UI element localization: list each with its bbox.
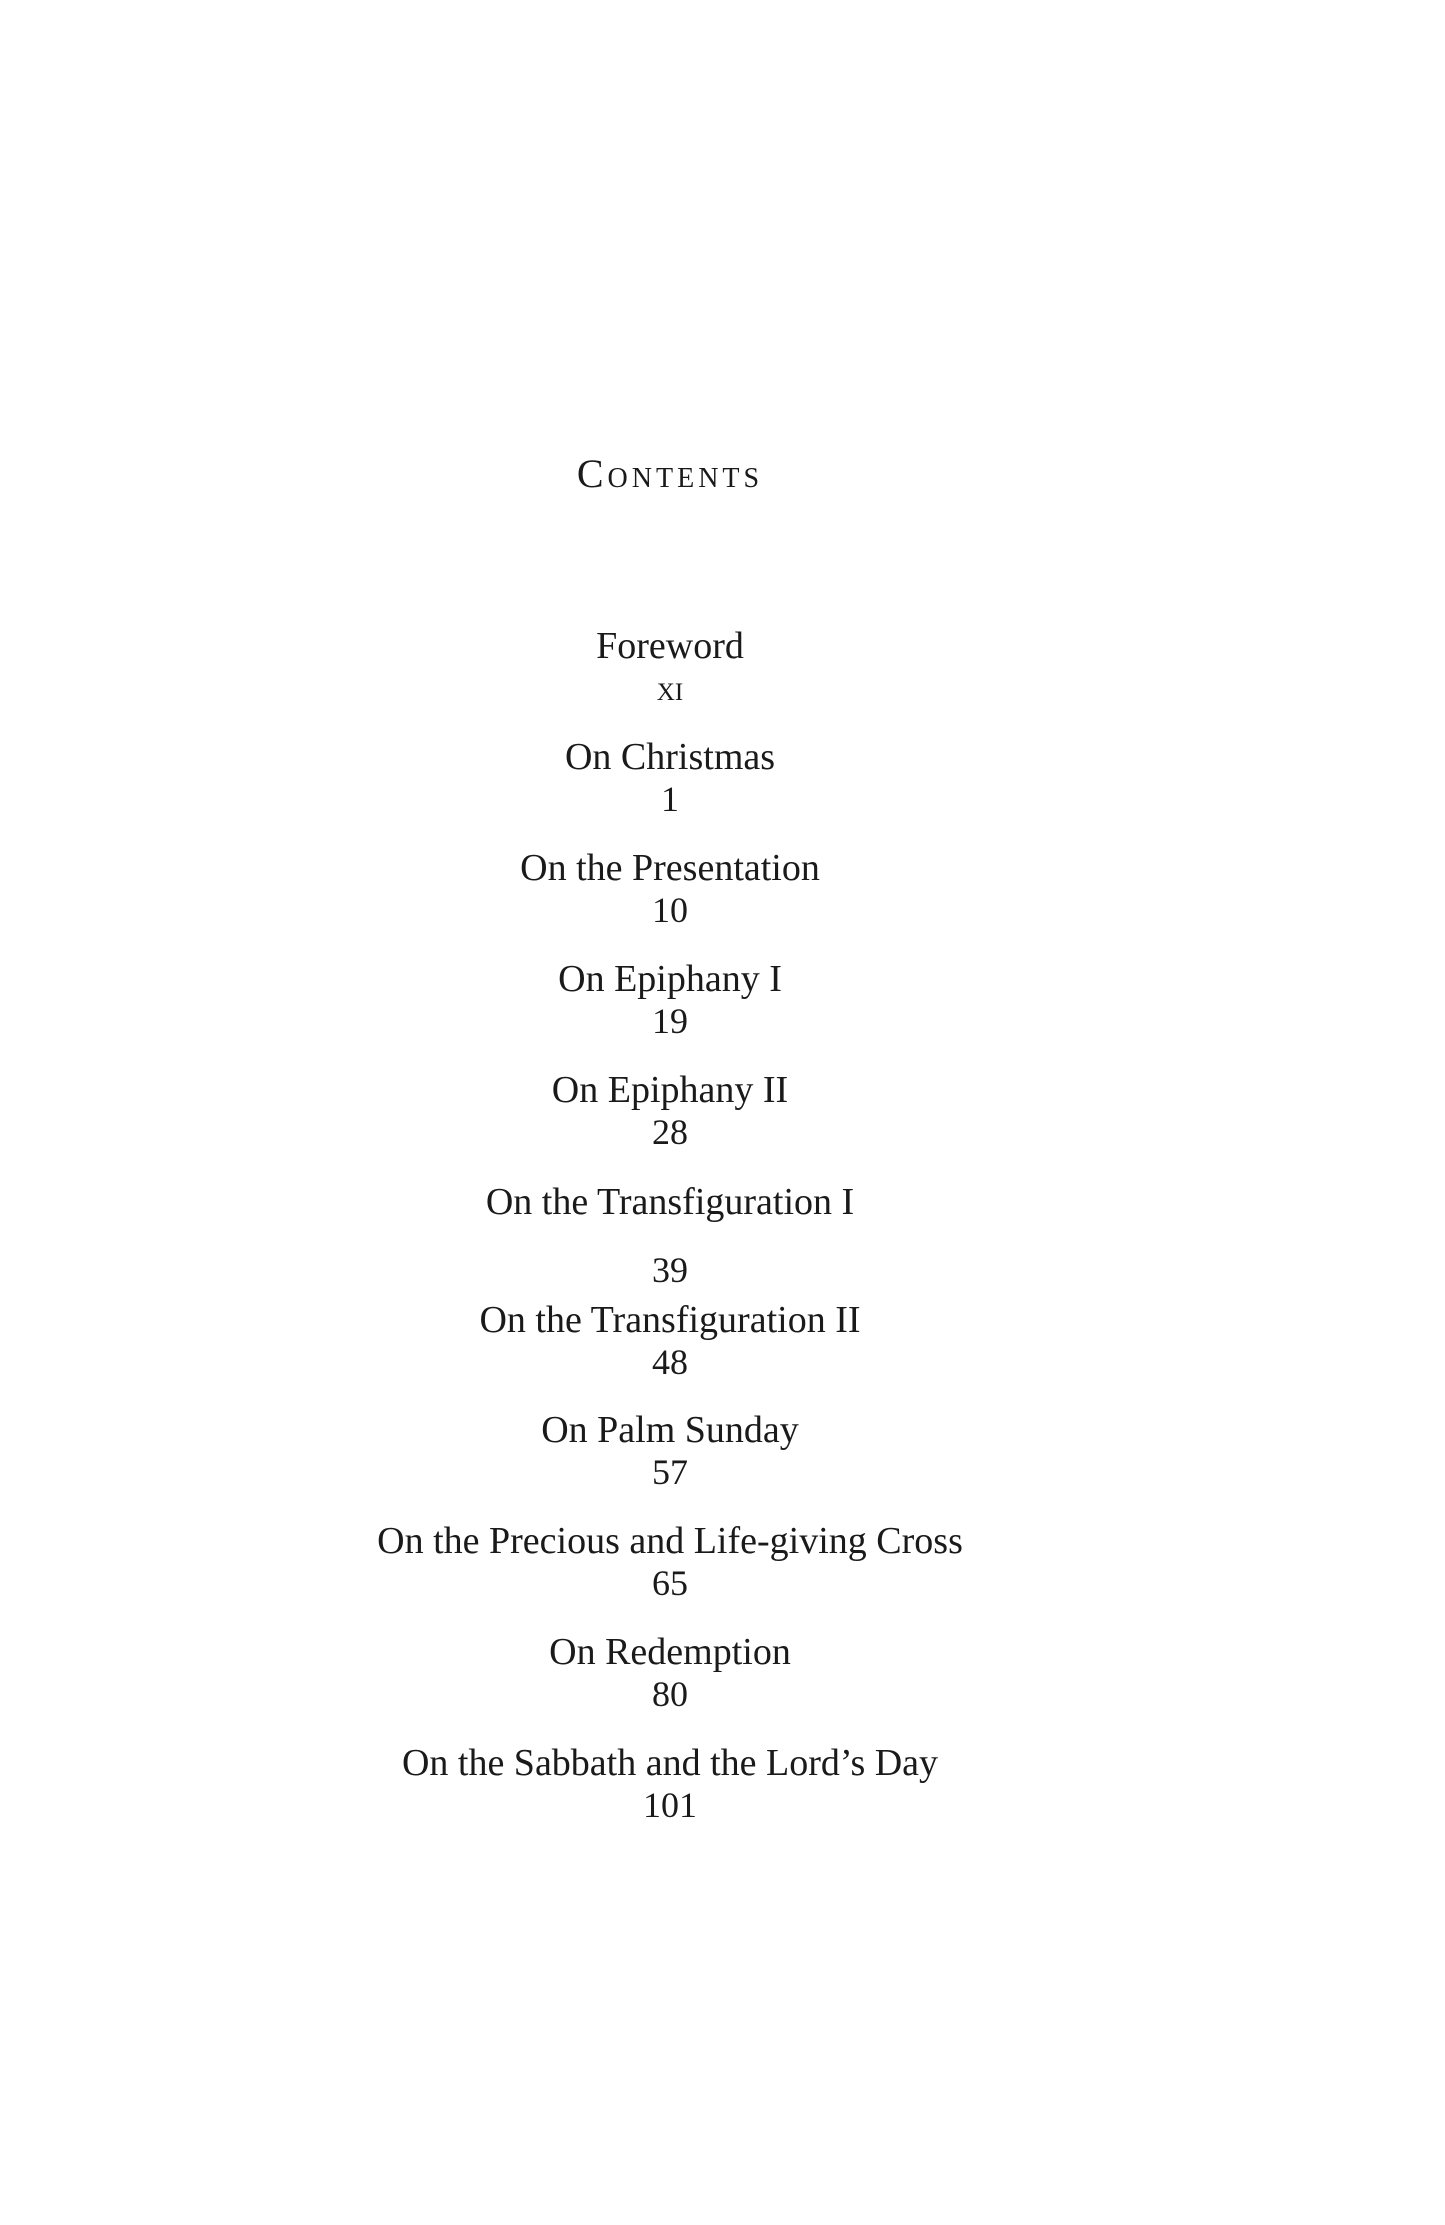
toc-entry <box>0 1180 1340 1290</box>
toc-entry-page: 57 <box>652 1452 688 1492</box>
toc-entry-page: 65 <box>652 1563 688 1603</box>
toc-entry-title: On the Sabbath and the Lord’s Day <box>401 1742 939 1784</box>
toc-entry <box>0 957 1340 1041</box>
toc-entry-page: 80 <box>652 1674 688 1714</box>
toc-entry-title: Foreword <box>596 625 744 667</box>
toc-entry-title: On the Transfiguration II <box>479 1299 861 1341</box>
toc-entry-page: 101 <box>643 1785 697 1825</box>
toc-entry-title: On the Presentation <box>520 847 820 889</box>
toc-entry-title: On Epiphany II <box>551 1069 789 1111</box>
toc-entry-page: 19 <box>652 1001 688 1041</box>
toc-entry-page: 28 <box>652 1112 688 1152</box>
toc-entry <box>0 1519 1340 1603</box>
toc-entry-title: On the Precious and Life-giving Cross <box>377 1520 963 1562</box>
contents-heading: Contents <box>576 451 764 496</box>
toc-entry <box>0 735 1340 819</box>
toc-entry <box>0 624 1340 708</box>
toc-entry-title: On the Transfiguration I <box>485 1181 855 1223</box>
toc-entry <box>0 1630 1340 1714</box>
toc-entry-page: 48 <box>652 1342 688 1382</box>
toc-entry <box>0 846 1340 930</box>
toc-entry <box>0 1741 1340 1825</box>
toc-entry <box>0 1068 1340 1152</box>
toc-entry-page: 10 <box>652 890 688 930</box>
toc-entry-page: 39 <box>652 1250 688 1290</box>
toc-entry-title: On Palm Sunday <box>541 1409 799 1451</box>
toc-entry-page: xi <box>656 668 684 708</box>
toc-entry <box>0 1408 1340 1492</box>
toc-entry-title: On Christmas <box>564 736 776 778</box>
toc-entry-title: On Epiphany I <box>558 958 782 1000</box>
toc-entry-title: On Redemption <box>549 1631 791 1673</box>
toc-entry <box>0 1298 1340 1382</box>
toc-entry-page: 1 <box>661 779 679 819</box>
